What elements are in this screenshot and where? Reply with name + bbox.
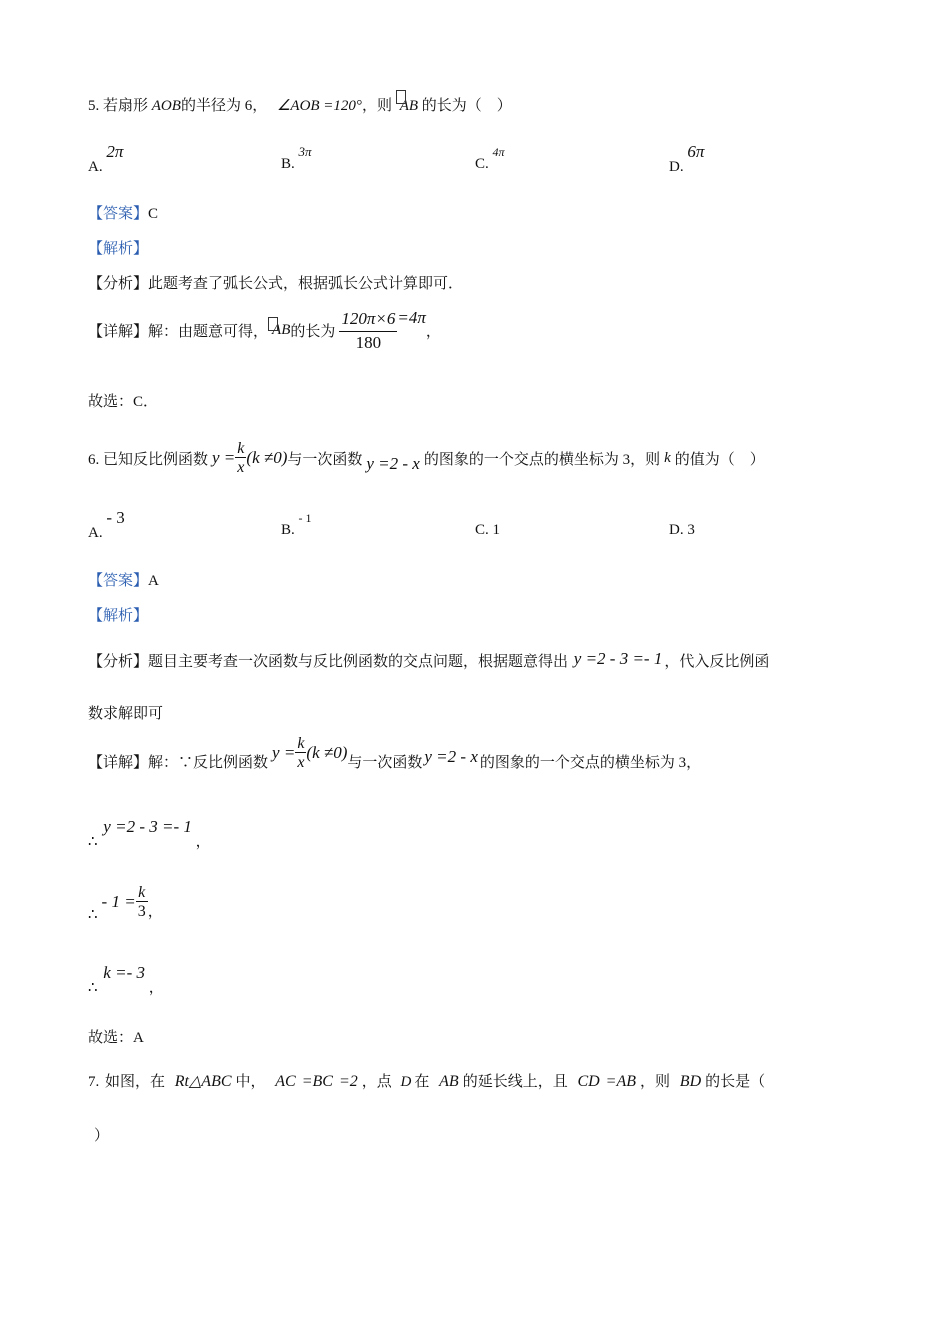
option-label: B. [281,522,295,538]
step1-equation: y =2 - 3 =- 1 [103,817,192,836]
detail-y-eq: y = [272,743,296,762]
fenxi-text: 此题考查了弧长公式，根据弧长公式计算即可． [148,276,464,292]
q6-linear: y =2 - x [366,454,420,473]
fenxi-equation: y =2 - 3 =- 1 [573,649,663,668]
q6-step2 [88,878,163,926]
answer-value: A [148,573,159,589]
arc-symbol-icon [268,317,278,331]
q6-option-d: D. 3 [669,522,695,538]
q6-y-eq: y = [212,448,236,467]
q6-option-a [88,508,125,542]
fraction-numerator: k [297,734,305,752]
q6-condition: (k ≠0) [246,448,288,467]
q6-step1 [88,816,211,850]
q7-mid3: 在 [414,1074,430,1090]
step3-equation: k =- 3 [103,963,145,982]
step3-comma: ， [148,980,164,996]
option-label: C. [475,156,489,172]
q5-lead: 5. 若扇形 [88,98,149,114]
detail-linear: y =2 - x [424,747,478,766]
q6-option-b [281,511,312,539]
option-label: A. [88,159,103,175]
step2-left: - 1 = [101,892,136,911]
q6-detail [88,736,701,786]
q7-mid1: 中， [235,1074,266,1090]
q5-option-d [669,142,705,176]
q6-lead: 6. 已知反比例函数 [88,451,209,468]
detail-tag: 【详解】 [88,323,149,340]
q6-answer [88,569,159,590]
q7-point-d: D [400,1074,412,1090]
q6-fenxi-cont: 数求解即可 [88,706,164,722]
detail-text-b: 与一次函数 [347,754,423,771]
step2-fraction [136,885,148,920]
option-value: - 3 [106,508,125,527]
detail-text-b: 的长为 [290,323,336,340]
q6-choose: 故选：A [88,1030,144,1046]
fraction-numerator: k [237,439,245,457]
q7-tail: 的长是（ [705,1074,766,1090]
answer-tag: 【答案】 [88,206,149,222]
q6-mid: 与一次函数 [287,451,363,468]
fraction-denominator: 3 [137,902,146,920]
detail-k-over-x [295,736,306,771]
detail-tag: 【详解】 [88,754,149,771]
q6-tail-a: 的图象的一个交点的横坐标为 3，则 [423,451,661,468]
q5-fenxi [88,272,463,293]
q6-k-over-x [235,441,246,476]
q7-mid5: ，则 [640,1074,671,1090]
q6-stem [88,434,765,482]
q5-mid1: 的半径为 6， [180,98,268,114]
option-value: 6π [687,142,705,161]
fraction-denominator: x [297,753,305,771]
arc-length-fraction [339,310,397,351]
q7-triangle: Rt△ABC [174,1073,232,1090]
q7-segment-bd: BD [679,1073,702,1090]
therefore-symbol: ∴ [88,906,98,923]
fraction-numerator: k [138,883,146,901]
detail-text-c: 的图象的一个交点的横坐标为 3， [479,754,702,771]
step2-comma: ， [147,903,163,920]
q7-equal-sides: AC =BC =2 [275,1073,358,1090]
q5-tail: 的长为（ ） [421,98,512,114]
q7-lead: 7. 如图，在 [88,1074,166,1090]
q6-analysis-tag: 【解析】 [88,608,149,624]
option-value: 3π [298,144,312,159]
fraction-denominator: x [237,458,245,476]
q7-close-paren: ） [94,1128,110,1144]
detail-text-a: 解：∵反比例函数 [148,754,269,771]
fraction-numerator: 120π×6 [341,308,396,328]
answer-tag: 【答案】 [88,573,149,589]
therefore-symbol: ∴ [88,980,98,996]
detail-condition: (k ≠0) [306,743,348,762]
option-value: 2π [106,142,124,161]
q6-tail-b: 的值为（ ） [674,451,765,468]
q5-option-b [281,144,312,173]
q5-analysis-tag: 【解析】 [88,241,149,257]
q7-cd-eq-ab: CD =AB [577,1073,637,1090]
q5-mid2: ，则 [361,98,392,114]
q5-detail [88,306,441,354]
q6-tail-k: k [664,449,671,466]
fenxi-text-b: ，代入反比例函 [664,654,770,670]
option-value: - 1 [298,511,312,525]
q7-segment-ab: AB [439,1073,459,1090]
q5-option-a [88,142,124,176]
option-value: 4π [492,145,505,159]
fenxi-tag: 【分析】 [88,276,149,292]
q5-aob: AOB [151,98,181,114]
q5-angle: ∠AOB =120° [276,98,362,114]
q6-option-c: C. 1 [475,522,501,538]
fraction-denominator: 180 [339,331,397,351]
fraction-result: =4π [397,308,426,327]
fenxi-tag: 【分析】 [88,654,149,670]
option-label: D. [669,159,684,175]
detail-text-a: 解：由题意可得， [148,323,269,340]
q5-arc: AB [399,98,419,114]
step1-comma: ， [195,834,211,850]
q5-stem [88,94,512,115]
detail-arc: AB [272,321,291,338]
detail-end: ， [425,323,441,340]
q7-mid4: 的延长线上，且 [462,1074,568,1090]
q5-choose: 故选：C． [88,394,159,410]
q7-stem [88,1070,765,1091]
answer-value: C [148,206,159,222]
fenxi-text-a: 题目主要考查一次函数与反比例函数的交点问题，根据题意得出 [148,654,569,670]
q6-fenxi [88,650,769,671]
q5-answer [88,202,158,223]
option-label: A. [88,525,103,541]
therefore-symbol: ∴ [88,834,98,850]
arc-symbol-icon [396,90,406,104]
q7-mid2: ，点 [361,1074,392,1090]
q6-step3 [88,962,164,996]
option-label: B. [281,156,295,172]
